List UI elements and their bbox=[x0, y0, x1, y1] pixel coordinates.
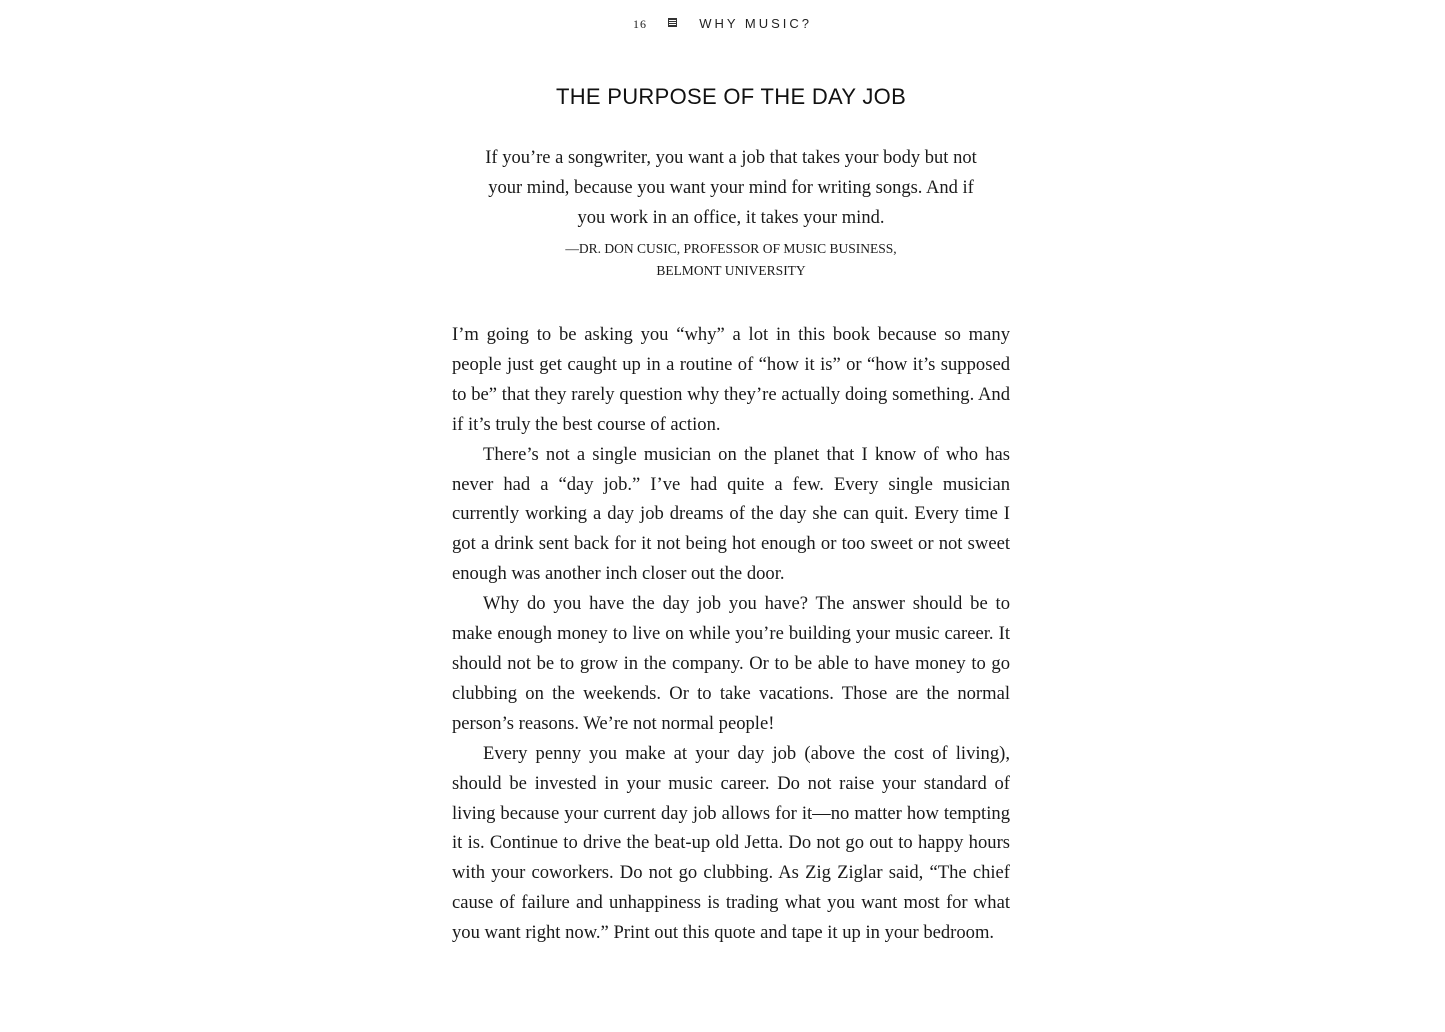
paragraph: There’s not a single musician on the planet that I know of who has never had a “day job.” I’ve had quite a few. Every single musician currently working a day job dreams of the day she can quit. Every time I got a drink sent back for it not being hot enough or too sweet or not sweet enough was another inch closer out the door. bbox=[452, 443, 1010, 585]
running-head bbox=[0, 14, 1445, 34]
paragraph: Why do you have the day job you have? The answer should be to make enough money to live on while you’re building your music career. It should not be to grow in the company. Or to be able to have money to go clubbing on the weekends. Or to take vacations. Those are the normal person’s reasons. We’re not normal people! bbox=[452, 593, 1010, 734]
chapter-name: WHY MUSIC? bbox=[699, 16, 813, 31]
epigraph-attribution bbox=[475, 238, 987, 282]
page-number: 16 bbox=[632, 17, 647, 31]
attribution-line: BELMONT UNIVERSITY bbox=[656, 263, 806, 278]
attribution-line: —DR. DON CUSIC, PROFESSOR OF MUSIC BUSINESS, bbox=[565, 241, 897, 256]
epigraph-text: If you’re a songwriter, you want a job that takes your body but not your mind, because you want your mind for writing songs. And if you work in an office, it takes your mind. bbox=[485, 148, 977, 228]
paragraph: I’m going to be asking you “why” a lot in this book because so many people just get caught up in a routine of “how it is” or “how it’s supposed to be” that they rarely question why they’re actually doing something. And if it’s truly the best course of action. bbox=[452, 324, 1010, 435]
separator-square-icon bbox=[668, 18, 677, 27]
paragraph: Every penny you make at your day job (above the cost of living), should be invested in your music career. Do not raise your standard of living because your current day job allows for it—no matter how tempting it is. Continue to drive the beat-up old Jetta. Do not go out to happy hours with your coworkers. Do not go clubbing. As Zig Ziglar said, “The chief cause of failure and unhappiness is trading what you want most for what you want right now.” Print out this quote and tape it up in your bedroom. bbox=[452, 742, 1010, 944]
body-text bbox=[452, 320, 1010, 948]
section-title: THE PURPOSE OF THE DAY JOB bbox=[555, 84, 907, 109]
epigraph-quote bbox=[475, 143, 987, 233]
